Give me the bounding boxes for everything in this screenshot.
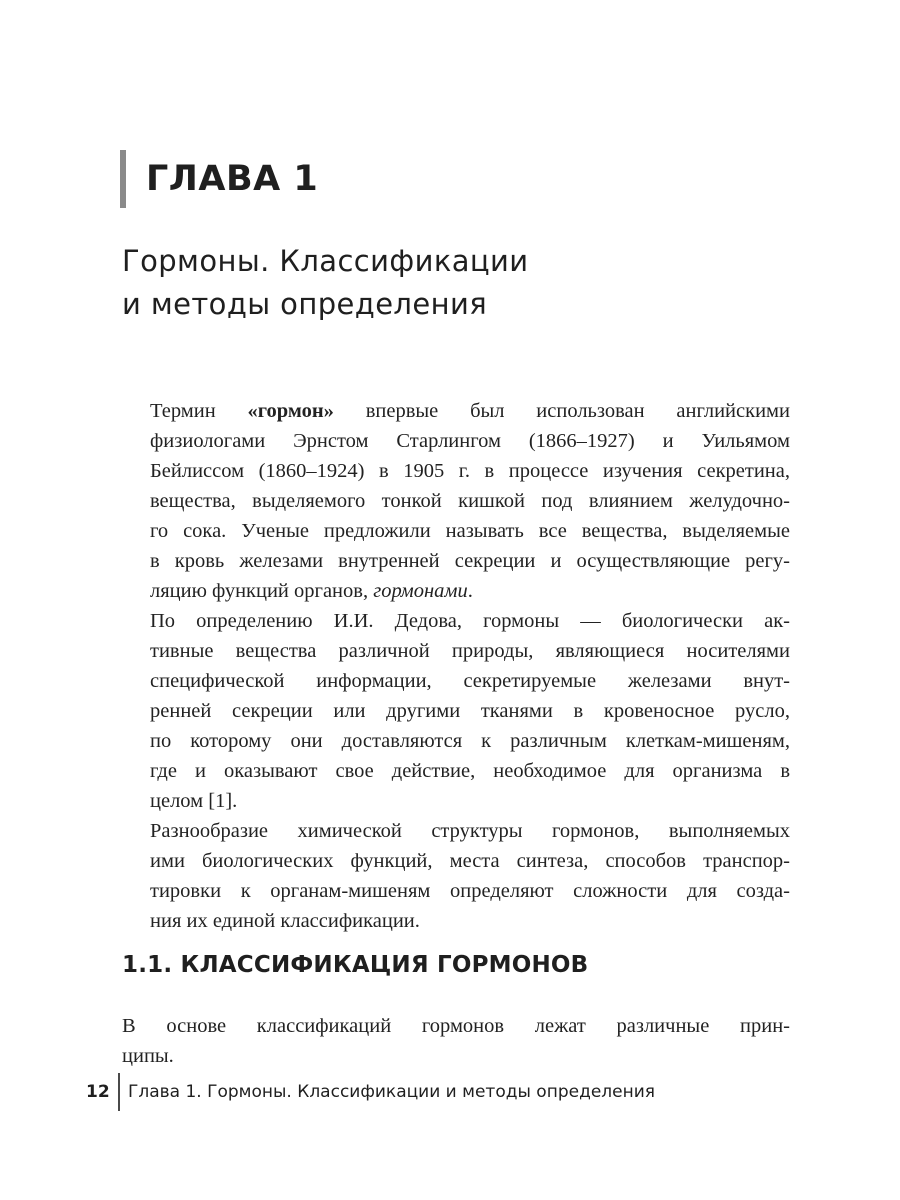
text-line: ими биологических функций, места синтеза, способов транспор- <box>150 850 790 872</box>
text-line: по которому они доставляются к различным клеткам-мишеням, <box>150 730 790 752</box>
text-line: где и оказывают свое действие, необходимое для организма в <box>150 760 790 782</box>
text-line: ляцию функций органов, гормонами. <box>150 580 473 602</box>
text-line: ципы. <box>122 1044 174 1067</box>
text-line: в кровь железами внутренней секреции и осуществляющие регу- <box>150 550 790 572</box>
text-line: физиологами Эрнстом Старлингом (1866–1927) и Уильямом <box>150 430 790 452</box>
running-title: Глава 1. Гормоны. Классификации и методы определения <box>128 1082 655 1102</box>
page-footer <box>86 1072 655 1112</box>
chapter-title-line: Гормоны. Классификации <box>122 244 529 278</box>
page-number: 12 <box>86 1082 110 1102</box>
chapter-title-line: и методы определения <box>122 287 488 321</box>
text-line: го сока. Ученые предложили называть все вещества, выделяемые <box>150 520 790 542</box>
footer-divider <box>118 1073 120 1111</box>
text-line: целом [1]. <box>150 790 238 812</box>
bold-term: «гормон» <box>247 400 334 422</box>
paragraph <box>122 816 790 936</box>
text-line: Разнообразие химической структуры гормонов, выполняемых <box>150 820 790 842</box>
text-line: Бейлиссом (1860–1924) в 1905 г. в процессе изучения секретина, <box>150 460 790 482</box>
chapter-header <box>120 150 318 208</box>
paragraph <box>122 396 790 606</box>
chapter-title <box>122 240 822 326</box>
text-line: тивные вещества различной природы, являющиеся носителями <box>150 640 790 662</box>
text-line: специфической информации, секретируемые железами внут- <box>150 670 790 692</box>
body-text <box>122 396 790 936</box>
section-heading: 1.1. КЛАССИФИКАЦИЯ ГОРМОНОВ <box>122 952 589 978</box>
paragraph <box>122 606 790 816</box>
text-line: Термин «гормон» впервые был использован английскими <box>150 400 790 422</box>
text-line: вещества, выделяемого тонкой кишкой под влиянием желудочно- <box>150 490 790 512</box>
chapter-label: ГЛАВА 1 <box>146 159 319 199</box>
text-line: ния их единой классификации. <box>150 910 420 932</box>
text-line: ренней секреции или другими тканями в кровеносное русло, <box>150 700 790 722</box>
paragraph <box>122 1011 790 1071</box>
text-line: По определению И.И. Дедова, гормоны — биологически ак- <box>150 610 790 632</box>
text-line: тировки к органам-мишеням определяют сложности для созда- <box>150 880 790 902</box>
text-line: В основе классификаций гормонов лежат различные прин- <box>122 1014 790 1037</box>
italic-term: гормонами <box>373 580 468 602</box>
